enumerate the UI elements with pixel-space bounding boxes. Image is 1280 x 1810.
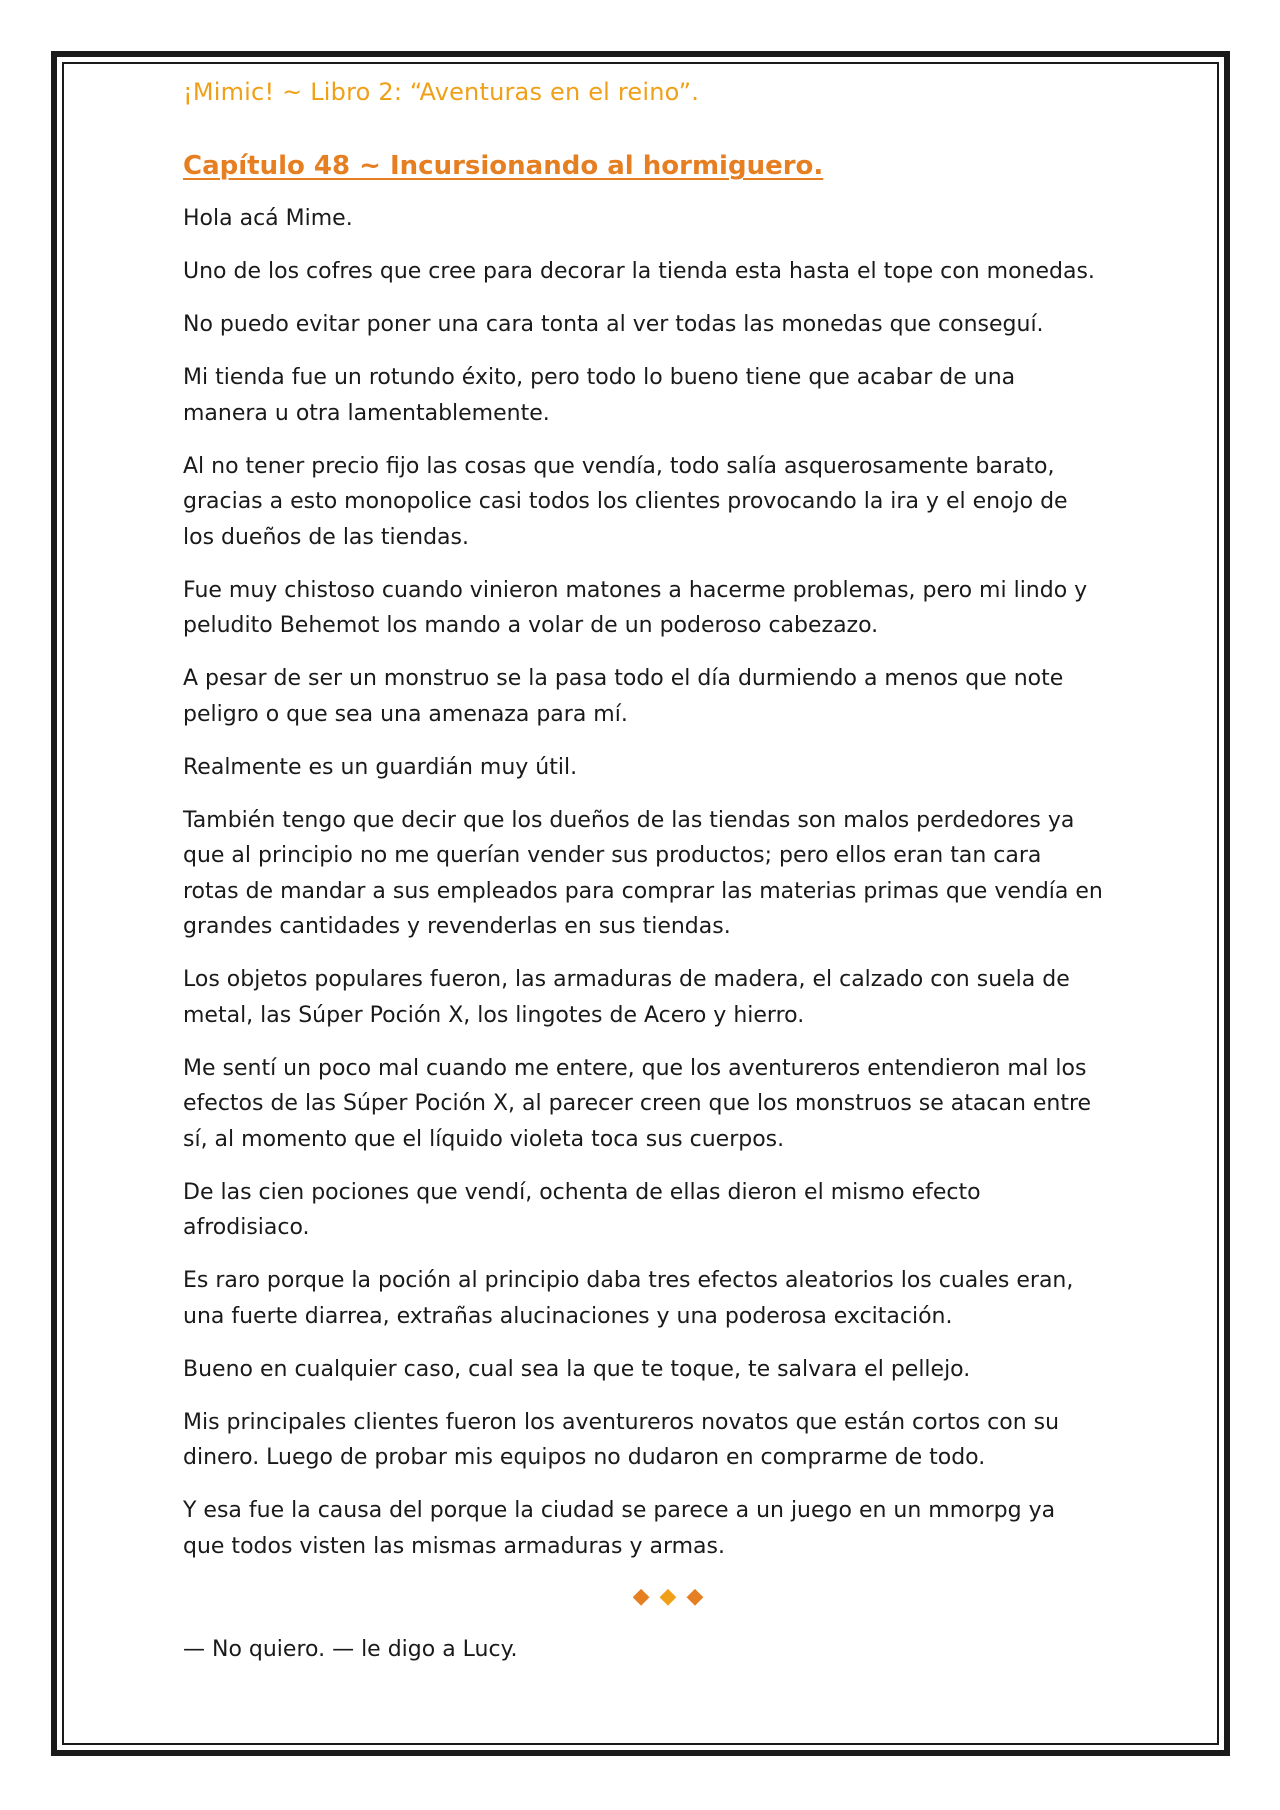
- paragraph: Me sentí un poco mal cuando me entere, que los aventureros entendieron mal los efectos de las Súper Poción X, al parecer creen que los monstruos se atacan entre sí, al momento que el líquido violeta toca sus cuerpos.: [183, 1055, 1092, 1152]
- paragraph: También tengo que decir que los dueños de las tiendas son malos perdedores ya que al principio no me querían vender sus productos; pero ellos eran tan cara rotas de mandar a sus empleados para comprar las materias primas que vendía en grandes cantidades y revenderlas en sus tiendas.: [183, 807, 1103, 939]
- diamond-icon: ◆: [686, 1583, 714, 1609]
- paragraph: Bueno en cualquier caso, cual sea la que te toque, te salvara el pellejo.: [183, 1356, 971, 1382]
- paragraph: Los objetos populares fueron, las armaduras de madera, el calzado con suela de metal, las Súper Poción X, los lingotes de Acero y hierro.: [183, 967, 1070, 1028]
- paragraph: Al no tener precio fijo las cosas que vendía, todo salía asquerosamente barato, gracias a esto monopolice casi todos los clientes provocando la ira y el enojo de los dueños de las tiendas.: [183, 453, 1068, 550]
- diamond-icon: ◆: [659, 1583, 687, 1609]
- paragraph: Es raro porque la poción al principio daba tres efectos aleatorios los cuales eran, una fuerte diarrea, extrañas alucinaciones y una poderosa excitación.: [183, 1268, 1074, 1329]
- paragraph: Fue muy chistoso cuando vinieron matones a hacerme problemas, pero mi lindo y peludito Behemot los mando a volar de un poderoso cabezazo.: [183, 577, 1088, 638]
- paragraph: A pesar de ser un monstruo se la pasa todo el día durmiendo a menos que note peligro o que sea una amenaza para mí.: [183, 666, 1064, 727]
- paragraph: No puedo evitar poner una cara tonta al ver todas las monedas que conseguí.: [183, 312, 1044, 337]
- paragraph: Realmente es un guardián muy útil.: [183, 754, 578, 780]
- dialogue-line: — No quiero. — le digo a Lucy.: [183, 1636, 518, 1662]
- diamond-icon: ◆: [632, 1583, 660, 1609]
- paragraph: Uno de los cofres que cree para decorar la tienda esta hasta el tope con monedas.: [183, 259, 1095, 284]
- paragraph: Y esa fue la causa del porque la ciudad se parece a un juego en un mmorpg ya que todos visten las mismas armaduras y armas.: [183, 1498, 1056, 1559]
- body-text: [183, 201, 1103, 1564]
- paragraph: Mis principales clientes fueron los aventureros novatos que están cortos con su dinero. Luego de probar mis equipos no dudaron en comprarme de todo.: [183, 1409, 1060, 1470]
- paragraph: Mi tienda fue un rotundo éxito, pero todo lo bueno tiene que acabar de una manera u otra lamentablemente.: [183, 365, 1016, 426]
- paragraph: Hola acá Mime.: [183, 206, 353, 231]
- page-content: [183, 74, 1103, 1667]
- section-separator: [243, 1582, 1103, 1612]
- paragraph: De las cien pociones que vendí, ochenta de ellas dieron el mismo efecto afrodisiaco.: [183, 1179, 981, 1240]
- chapter-title: Capítulo 48 ~ Incursionando al hormiguero.: [183, 151, 824, 181]
- running-header: ¡Mimic! ~ Libro 2: “Aventuras en el reino”.: [183, 78, 700, 106]
